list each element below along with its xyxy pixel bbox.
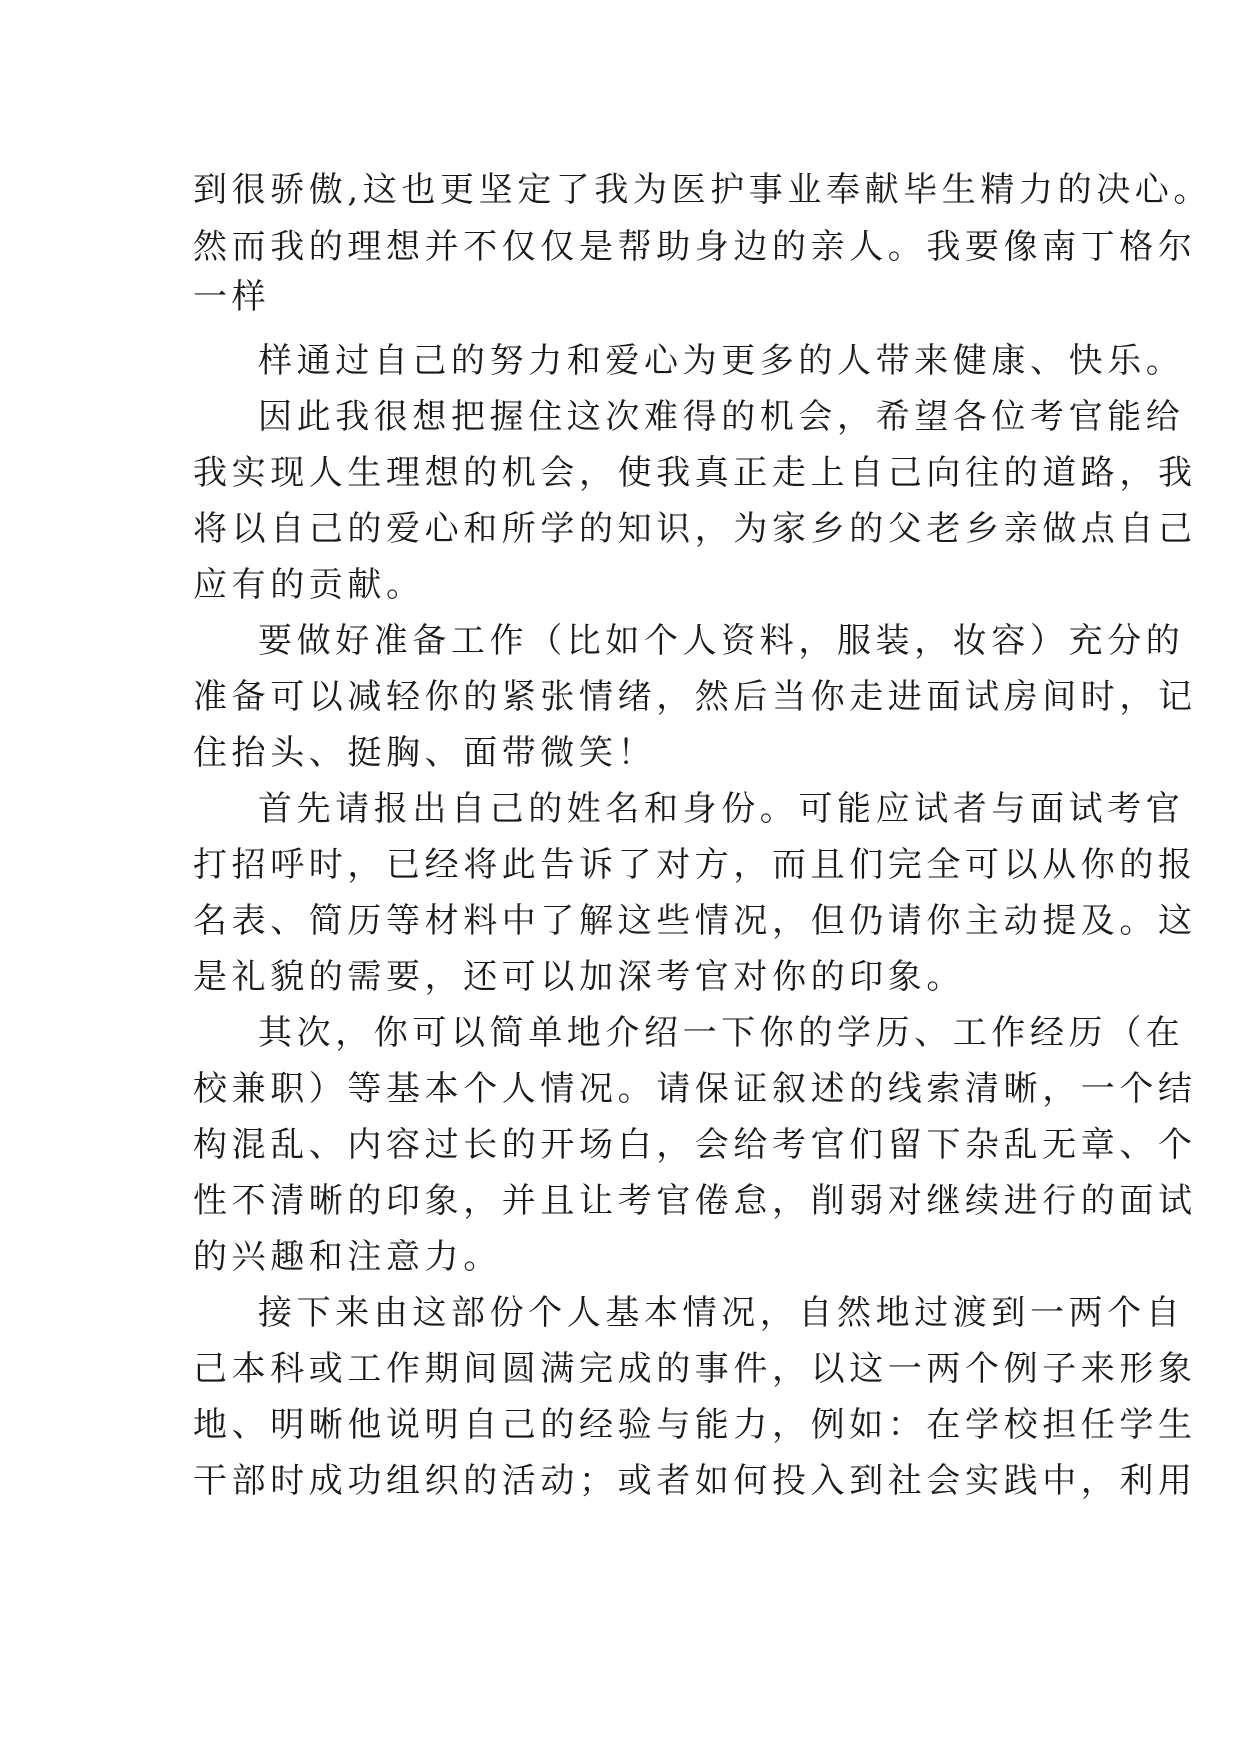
text-line: 要做好准备工作（比如个人资料，服装，妆容）充分的 <box>258 621 1185 661</box>
text-line: 构混乱、内容过长的开场白，会给考官们留下杂乱无章、个 <box>193 1125 1197 1165</box>
text-line: 其次，你可以简单地介绍一下你的学历、工作经历（在 <box>258 1013 1185 1053</box>
text-line: 准备可以减轻你的紧张情绪，然后当你走进面试房间时，记 <box>193 677 1197 717</box>
text-line: 己本科或工作期间圆满完成的事件，以这一两个例子来形象 <box>193 1349 1197 1389</box>
text-line: 地、明晰他说明自己的经验与能力，例如：在学校担任学生 <box>193 1405 1197 1445</box>
text-line: 校兼职）等基本个人情况。请保证叙述的线索清晰，一个结 <box>193 1069 1197 1109</box>
text-line: 将以自己的爱心和所学的知识，为家乡的父老乡亲做点自己 <box>193 509 1197 549</box>
text-line: 一样 <box>193 277 271 317</box>
text-line: 应有的贡献。 <box>193 565 425 605</box>
text-line: 然而我的理想并不仅仅是帮助身边的亲人。我要像南丁格尔 <box>193 227 1197 267</box>
text-line: 的兴趣和注意力。 <box>193 1237 502 1277</box>
text-line: 我实现人生理想的机会，使我真正走上自己向往的道路，我 <box>193 453 1197 493</box>
text-line: 性不清晰的印象，并且让考官倦怠，削弱对继续进行的面试 <box>193 1181 1197 1221</box>
text-line: 是礼貌的需要，还可以加深考官对你的印象。 <box>193 957 965 997</box>
text-line: 因此我很想把握住这次难得的机会，希望各位考官能给 <box>258 397 1185 437</box>
text-line: 首先请报出自己的姓名和身份。可能应试者与面试考官 <box>258 789 1185 829</box>
text-line: 接下来由这部份个人基本情况，自然地过渡到一两个自 <box>258 1293 1185 1333</box>
text-line: 样通过自己的努力和爱心为更多的人带来健康、快乐。 <box>258 341 1185 381</box>
text-line: 到很骄傲,这也更坚定了我为医护事业奉献毕生精力的决心。 <box>193 170 1213 210</box>
text-line: 打招呼时，已经将此告诉了对方，而且们完全可以从你的报 <box>193 845 1197 885</box>
text-line: 干部时成功组织的活动；或者如何投入到社会实践中，利用 <box>193 1461 1197 1501</box>
text-line: 名表、简历等材料中了解这些情况，但仍请你主动提及。这 <box>193 901 1197 941</box>
text-line: 住抬头、挺胸、面带微笑！ <box>193 733 657 773</box>
